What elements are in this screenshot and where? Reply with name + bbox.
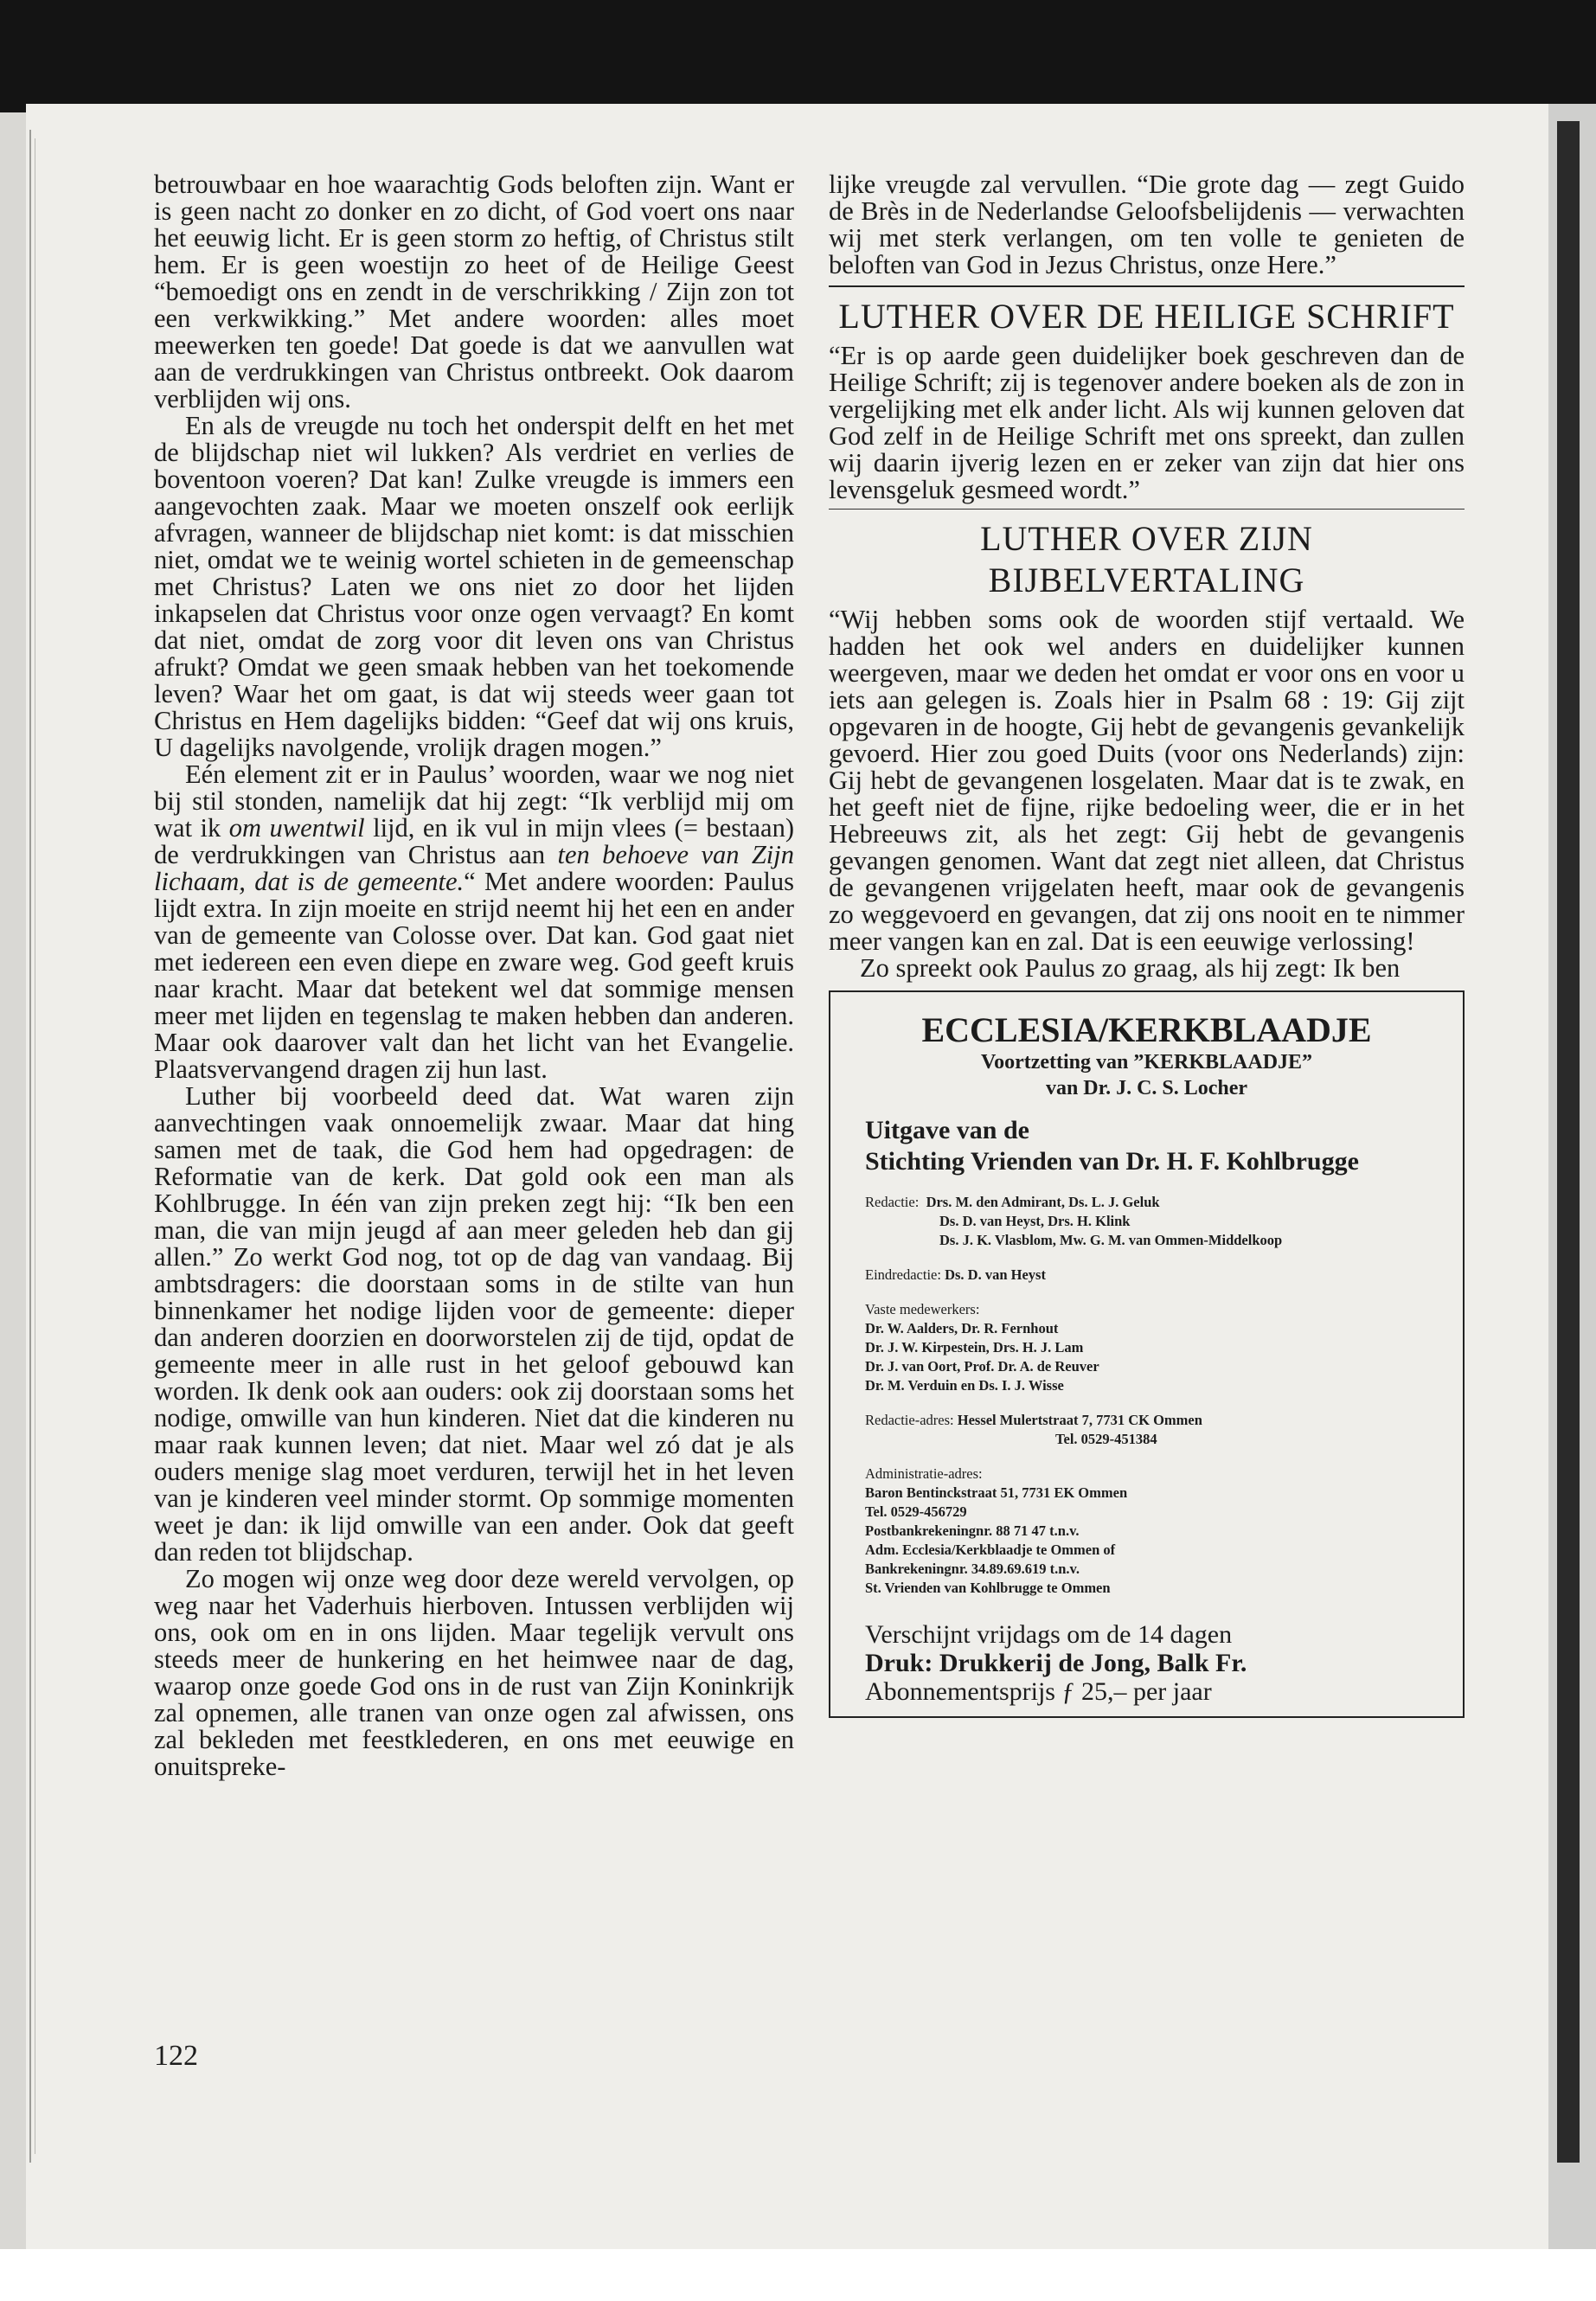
right-column bbox=[829, 171, 1465, 1718]
publisher-line-1: Uitgave van de bbox=[865, 1116, 1029, 1144]
left-column bbox=[154, 171, 794, 1780]
colophon-subscription-price: Abonnementsprijs ƒ 25,– per jaar bbox=[865, 1677, 1212, 1706]
colophon-title: ECCLESIA/KERKBLAADJE bbox=[921, 1010, 1372, 1049]
divider-2 bbox=[829, 509, 1465, 510]
heading-luther-heilige-schrift: LUTHER OVER DE HEILIGE SCHRIFT bbox=[838, 297, 1455, 336]
scan-top-border bbox=[0, 0, 1596, 112]
administratie-label: Administratie-adres: bbox=[865, 1465, 983, 1482]
redactie-line-2: Ds. D. van Heyst, Drs. H. Klink bbox=[939, 1213, 1131, 1229]
left-paragraph-1: betrouwbaar en hoe waarachtig Gods beloften zijn. Want er is geen nacht zo donker en zo dicht, of God voert ons naar het eeuwig licht. Er is geen storm zo heftig, of Christus stilt hem. Er is geen woestijn zo heet of de Heilige Geest “bemoedigt ons en zendt in de verschrikking / Zijn zon tot een verkwikking.” Met andere woorden: alles moet meewerken ten goede! Dat goede is dat we aanvullen wat aan de verdrukkingen van Christus ontbreekt. Ook daarom verblijden wij ons. bbox=[154, 170, 794, 413]
right-paragraph-3: Zo spreekt ook Paulus zo graag, als hij zegt: Ik ben bbox=[860, 953, 1401, 983]
redactie-line-1: Drs. M. den Admirant, Ds. L. J. Geluk bbox=[926, 1194, 1160, 1210]
left-p3-c: “ Met andere woorden: Paulus lijdt extra. In zijn moeite en strijd neemt hij het een en ander van de gemeente van Colosse over. Dat kan. God gaat niet met iedereen een even diepe en zware weg. God geeft kruis naar kracht. Maar dat betekent wel dat sommige mensen meer met lijden en tegenslag te maken hebben dan anderen. Maar ook daarover valt dan het licht van het Evangelie. Plaatsvervangend dragen zij hun last. bbox=[154, 867, 794, 1084]
heading-luther-bijbelvertaling: LUTHER OVER ZIJN BIJBELVERTALING bbox=[980, 519, 1313, 599]
page-stack-edge bbox=[29, 130, 31, 2163]
medewerkers-group bbox=[865, 1300, 1428, 1395]
left-paragraph-5: Zo mogen wij onze weg door deze wereld vervolgen, op weg naar het Vaderhuis hierboven. Intussen verblijden wij ons, ook om en in ons lijden. Maar tegelijk vervult ons steeds meer de hunkering en het heimwee naar de dag, waarop onze goede God ons in de rust van Zijn Koninkrijk zal opnemen, alle tranen van onze ogen zal afwissen, ons zal bekleden met feestklederen, en ons met eeuwige en onuitspreke- bbox=[154, 1564, 794, 1781]
divider-1 bbox=[829, 285, 1465, 287]
medewerker-line-1: Dr. W. Aalders, Dr. R. Fernhout bbox=[865, 1320, 1059, 1336]
left-p3-italic-2: ten behoeve van Zijn lichaam, dat is de gemeente. bbox=[154, 840, 795, 896]
publisher-line-2: Stichting Vrienden van Dr. H. F. Kohlbrugge bbox=[865, 1147, 1359, 1176]
redactieadres-label: Redactie-adres: bbox=[865, 1412, 954, 1428]
medewerker-line-3: Dr. J. van Oort, Prof. Dr. A. de Reuver bbox=[865, 1358, 1099, 1375]
left-paragraph-3 bbox=[154, 761, 794, 1083]
left-p3-a: Eén element zit er in Paulus’ woorden, waar we nog niet bij stil stonden, namelijk dat hij zegt: “Ik verblijd mij om wat ik bbox=[154, 760, 794, 843]
left-p3-italic-1: om uwentwil bbox=[228, 813, 365, 843]
eindredactie-group bbox=[865, 1266, 1428, 1285]
right-paragraph-1: “Er is op aarde geen duidelijker boek geschreven dan de Heilige Schrift; zij is tegenover andere boeken als de zon in vergelijking met elk ander licht. Als wij kunnen geloven dat God zelf in de Heilige Schrift met ons spreekt, dan zullen wij daarin ijverig lezen en er zeker van zijn dat hier ons levensgeluk gesmeed wordt.” bbox=[829, 341, 1465, 504]
left-p3-b: lijd, en ik vul in mijn vlees (= bestaan) de verdrukkingen van Christus aan bbox=[154, 813, 794, 869]
medewerkers-label: Vaste medewerkers: bbox=[865, 1301, 980, 1317]
redactie-label: Redactie: bbox=[865, 1194, 920, 1210]
colophon-box bbox=[829, 990, 1465, 1718]
right-paragraph-2: “Wij hebben soms ook de woorden stijf vertaald. We hadden het ook wel anders en duidelijker kunnen weergeven, maar we deden het omdat er voor ons en voor u iets aan gelegen is. Zoals hier in Psalm 68 : 19: Gij zijt opgevaren in de hoogte, Gij hebt de gevangenis gevankelijk gevoerd. Hier zou goed Duits (voor ons Nederlands) zijn: Gij hebt de gevangenen losgelaten. Maar dat is te zwak, en het geeft niet de fijne, rijke bedoeling weer, die er in het Hebreeuws zit, als het zegt: Gij hebt de gevangenis gevangen genomen. Want dat zegt niet alleen, dat Christus de gevangenen vrijgelaten heeft, maar ook de gevangenis zo weggevoerd en gevangen, dat zij ons nooit en te nimmer meer vangen kan en zal. Dat is een eeuwige verlossing! bbox=[829, 605, 1465, 956]
colophon-frequency: Verschijnt vrijdags om de 14 dagen bbox=[865, 1620, 1233, 1649]
redactie-line-3: Ds. J. K. Vlasblom, Mw. G. M. van Ommen-Middelkoop bbox=[939, 1232, 1283, 1248]
medewerker-line-4: Dr. M. Verduin en Ds. I. J. Wisse bbox=[865, 1377, 1064, 1394]
eindredactie-value: Ds. D. van Heyst bbox=[945, 1266, 1046, 1283]
administratie-line-4: Adm. Ecclesia/Kerkblaadje te Ommen of bbox=[865, 1541, 1116, 1558]
administratie-line-6: St. Vrienden van Kohlbrugge te Ommen bbox=[865, 1580, 1111, 1596]
colophon-subtitle-1: Voortzetting van ”KERKBLAADJE” bbox=[980, 1051, 1313, 1074]
right-intro: lijke vreugde zal vervullen. “Die grote dag — zegt Guido de Brès in de Nederlandse Geloofsbelijdenis — verwachten wij met sterk verlangen, om ten volle te genieten de beloften van God in Jezus Christus, onze Here.” bbox=[829, 170, 1465, 279]
medewerker-line-2: Dr. J. W. Kirpestein, Drs. H. J. Lam bbox=[865, 1339, 1084, 1356]
colophon-printer: Druk: Drukkerij de Jong, Balk Fr. bbox=[865, 1649, 1247, 1677]
redactieadres-value: Hessel Mulertstraat 7, 7731 CK Ommen bbox=[957, 1412, 1202, 1428]
administratie-line-2: Tel. 0529-456729 bbox=[865, 1503, 967, 1520]
left-paragraph-4: Luther bij voorbeeld deed dat. Wat waren zijn aanvechtingen vaak onnoemelijk zwaar. Maar dat hing samen met de taak, die God hem had opgedragen: de Reformatie van de kerk. Dat gold ook een man als Kohlbrugge. In één van zijn preken zegt hij: “Ik ben een man, die van mijn jeugd af aan meer geleden heb dan gij allen.” Zo werkt God nog, tot op de dag van vandaag. Bij ambtsdragers: die doorstaan soms in de stilte van hun binnenkamer het nodige lijden voor de gemeente: dieper dan anderen doorzien en doorworstelen zij de tijd, opdat de gemeente meer in alle rust in het geloof gebouwd kan worden. Ik denk ook aan ouders: ook zij doorstaan soms het nodige, omwille van hun kinderen. Niet dat die kinderen nu maar raak kunnen leven; dat niet. Maar wel zó dat je als ouders menige slag moet verduren, terwijl het in het leven van je kinderen veel minder stormt. Op sommige momenten weet je dan: ik lijd omwille van een ander. Ook dat geeft dan reden tot blijdschap. bbox=[154, 1081, 794, 1567]
page-number: 122 bbox=[154, 2040, 198, 2072]
redactieadres-group bbox=[865, 1411, 1428, 1449]
scan-bottom-margin bbox=[0, 2249, 1596, 2301]
redactie-telephone: Tel. 0529-451384 bbox=[1055, 1431, 1157, 1447]
book-spine-shadow bbox=[1557, 121, 1580, 2163]
colophon-subtitle-2: van Dr. J. C. S. Locher bbox=[1045, 1077, 1248, 1099]
redactie-group bbox=[865, 1193, 1428, 1250]
eindredactie-label: Eindredactie: bbox=[865, 1266, 941, 1283]
administratie-line-5: Bankrekeningnr. 34.89.69.619 t.n.v. bbox=[865, 1561, 1080, 1577]
colophon-publisher bbox=[865, 1115, 1428, 1177]
administratie-group bbox=[865, 1465, 1428, 1598]
administratie-line-3: Postbankrekeningnr. 88 71 47 t.n.v. bbox=[865, 1522, 1080, 1539]
administratie-line-1: Baron Bentinckstraat 51, 7731 EK Ommen bbox=[865, 1484, 1128, 1501]
scan-left-edge bbox=[0, 112, 26, 2249]
left-paragraph-2: En als de vreugde nu toch het onderspit delft en het met de blijdschap niet wil lukken? Als verdriet en verlies de boventoon voeren? Dat kan! Zulke vreugde is immers een aangevochten zaak. Maar we moeten onszelf ook eerlijk afvragen, wanneer de blijdschap niet komt: is dat misschien niet, omdat we te weinig wortel schieten in de gemeenschap met Christus? Laten we ons niet zo door het lijden inkapselen dat Christus voor onze ogen vervaagt? En komt dat niet, omdat de zorg voor dit leven ons van Christus afrukt? Omdat we geen smaak hebben van het toekomende leven? Waar het om gaat, is dat wij steeds weer gaan tot Christus en Hem dagelijks bidden: “Geef dat wij ons kruis, U dagelijks navolgende, vrolijk dragen mogen.” bbox=[154, 411, 794, 762]
